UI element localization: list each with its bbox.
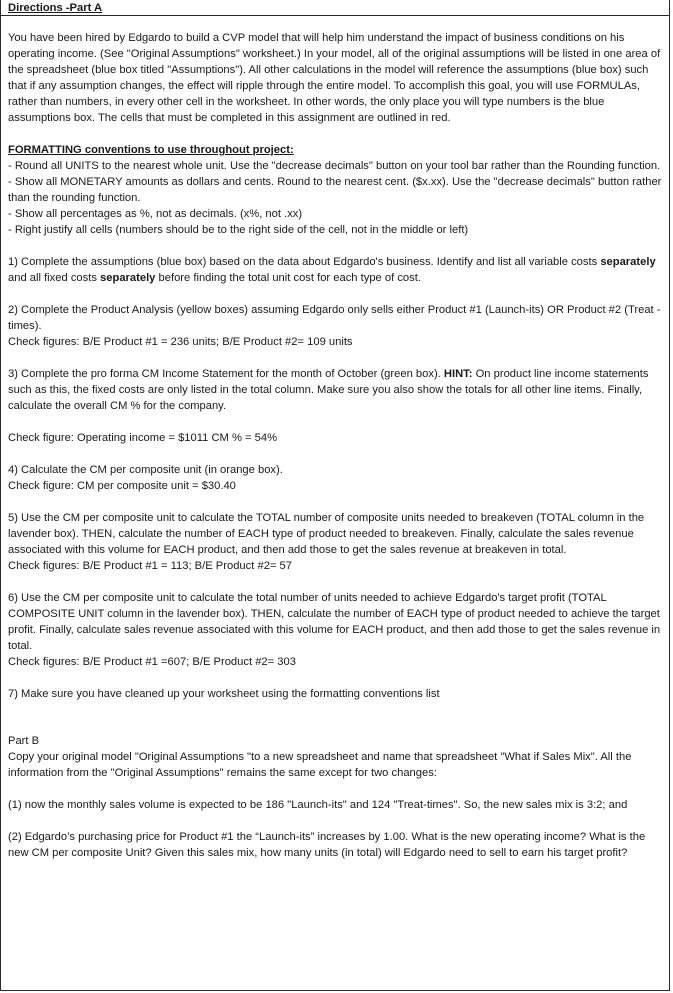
step-1-emphasis-fixed: separately bbox=[100, 272, 156, 284]
step-1-emphasis-variable: separately bbox=[600, 256, 656, 268]
step-6-check-figures: Check figures: B/E Product #1 =607; B/E Product #2= 303 bbox=[8, 656, 296, 668]
step-3-text bbox=[8, 366, 665, 414]
part-b-change-1: (1) now the monthly sales volume is expected to be 186 "Launch-its" and 124 "Treat-times". So, the new sales mix is 3:2; and bbox=[8, 799, 628, 811]
formatting-rule-units: - Round all UNITS to the nearest whole unit. Use the "decrease decimals" button on your tool bar rather than the Rounding function. bbox=[8, 160, 661, 172]
step-5-check-figures: Check figures: B/E Product #1 = 113; B/E Product #2= 57 bbox=[8, 560, 292, 572]
step-1-mid: and all fixed costs bbox=[8, 272, 101, 284]
formatting-rule-money: - Show all MONETARY amounts as dollars and cents. Round to the nearest cent. ($x.xx). Use the "decrease decimals" button rather than the rounding function. bbox=[8, 176, 662, 204]
step-7-text: 7) Make sure you have cleaned up your worksheet using the formatting conventions list bbox=[8, 688, 440, 700]
part-a-intro: You have been hired by Edgardo to build a CVP model that will help him understand the impact of business conditions on his operating income. (See "Original Assumptions" worksheet.) In your model, all of the original assumptions will be listed in one area of the spreadsheet (blue box titled "Assumptions"). All other calculations in the model will reference the assumptions (blue box) such that if any assumption changes, the effect will ripple through the entire model. To accomplish this goal, you will use FORMULAs, rather than numbers, in every other cell in the worksheet. In other words, the only place you will type numbers is the blue assumptions box. The cells that must be completed in this assignment are outlined in red. bbox=[8, 32, 661, 124]
part-b-intro: Copy your original model "Original Assumptions "to a new spreadsheet and name that spreadsheet "What if Sales Mix". All the information from the "Original Assumptions" remains the same except for two changes: bbox=[8, 751, 632, 779]
step-5-text: 5) Use the CM per composite unit to calculate the TOTAL number of composite units needed to breakeven (TOTAL column in the lavender box). THEN, calculate the number of EACH type of product needed to breakeven. Finally, calculate the sales revenue associated with this volume for EACH product, and then add those to get the sales revenue at breakeven in total. bbox=[8, 512, 645, 556]
formatting-rule-justify: - Right justify all cells (numbers should be to the right side of the cell, not in the middle or left) bbox=[8, 224, 469, 236]
part-a-title: Directions -Part A bbox=[8, 2, 103, 14]
step-3-check-figures: Check figure: Operating income = $1011 CM % = 54% bbox=[8, 432, 278, 444]
step-3-post: On product line income statements such as this, the fixed costs are only listed in the total column. Make sure you also show the totals for all other line items. Finally, calculate the overall CM % for the company. bbox=[8, 368, 649, 412]
step-4-check-figures: Check figure: CM per composite unit = $30.40 bbox=[8, 480, 236, 492]
step-1-text bbox=[8, 254, 665, 286]
step-3-hint-label: HINT: bbox=[443, 368, 473, 380]
step-1-post: before finding the total unit cost for each type of cost. bbox=[155, 272, 421, 284]
step-2-text: 2) Complete the Product Analysis (yellow boxes) assuming Edgardo only sells either Product #1 (Launch-its) OR Product #2 (Treat -times). bbox=[8, 304, 661, 332]
step-3-pre: 3) Complete the pro forma CM Income Statement for the month of October (green box). bbox=[8, 368, 444, 380]
step-6-text: 6) Use the CM per composite unit to calculate the total number of units needed to achieve Edgardo's target profit (TOTAL COMPOSITE UNIT column in the lavender box). THEN, calculate the number of EACH type of product needed to achieve the target profit. Finally, calculate sales revenue associated with this volume for EACH product, and then add those to get the sales revenue in total. bbox=[8, 592, 661, 652]
step-1-pre: 1) Complete the assumptions (blue box) based on the data about Edgardo's business. Identify and list all variable costs bbox=[8, 256, 601, 268]
formatting-heading: FORMATTING conventions to use throughout project: bbox=[8, 144, 294, 156]
step-2-check-figures: Check figures: B/E Product #1 = 236 units; B/E Product #2= 109 units bbox=[8, 336, 353, 348]
cell-border-rule bbox=[1, 15, 669, 16]
formatting-rule-percent: - Show all percentages as %, not as decimals. (x%, not .xx) bbox=[8, 208, 303, 220]
part-b-title: Part B bbox=[8, 735, 40, 747]
step-4-text: 4) Calculate the CM per composite unit (in orange box). bbox=[8, 464, 283, 476]
part-b-change-2: (2) Edgardo’s purchasing price for Product #1 the “Launch-its” increases by 1.00. What is the new operating income? What is the new CM per composite Unit? Given this sales mix, how many units (in total) will Edgardo need to sell to earn his target profit? bbox=[8, 831, 646, 859]
